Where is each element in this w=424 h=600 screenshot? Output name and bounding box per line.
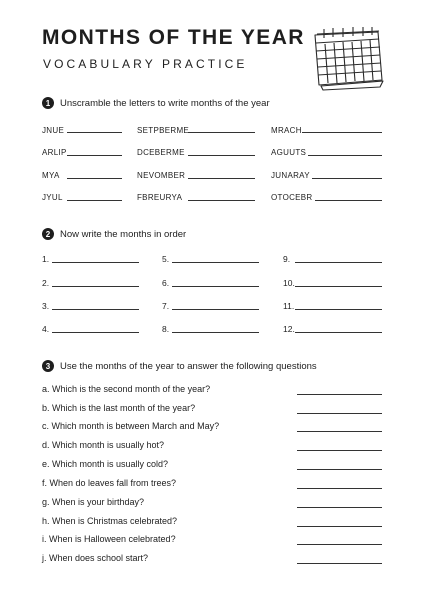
answer-line[interactable] (295, 332, 382, 333)
question: j. When does school start? (42, 553, 149, 563)
answer-line[interactable] (295, 262, 382, 263)
answer-line[interactable] (172, 262, 259, 263)
question: c. Which month is between March and May? (42, 421, 220, 431)
question: b. Which is the last month of the year? (42, 403, 196, 413)
order-number: 5. (162, 254, 170, 264)
answer-line[interactable] (188, 155, 255, 156)
section-1-instruction: Unscramble the letters to write months of the year (60, 97, 270, 109)
section-2-instruction: Now write the months in order (60, 228, 187, 240)
answer-line[interactable] (52, 262, 139, 263)
scrambled-word: OTOCEBR (271, 193, 313, 202)
scrambled-word: FBREURYA (137, 193, 183, 202)
order-number: 12. (283, 324, 295, 334)
answer-line[interactable] (297, 394, 382, 395)
order-number: 7. (162, 301, 170, 311)
answer-line[interactable] (297, 488, 382, 489)
section-1-heading (42, 97, 270, 109)
order-number: 3. (42, 301, 50, 311)
section-3-heading (42, 360, 317, 372)
order-number: 10. (283, 278, 295, 288)
scrambled-word: ARLIP (42, 148, 67, 157)
answer-line[interactable] (67, 155, 122, 156)
answer-line[interactable] (297, 526, 382, 527)
question: d. Which month is usually hot? (42, 440, 165, 450)
calendar-icon (306, 26, 386, 92)
question: f. When do leaves fall from trees? (42, 478, 177, 488)
section-2-heading (42, 228, 186, 240)
scrambled-word: MRACH (271, 126, 302, 135)
scrambled-word: JYUL (42, 193, 63, 202)
answer-line[interactable] (315, 200, 382, 201)
order-number: 2. (42, 278, 50, 288)
answer-line[interactable] (295, 286, 382, 287)
answer-line[interactable] (172, 309, 259, 310)
answer-line[interactable] (295, 309, 382, 310)
answer-line[interactable] (67, 132, 122, 133)
section-2-number: 2 (42, 228, 54, 240)
scrambled-word: SETPBERME (137, 126, 190, 135)
question: e. Which month is usually cold? (42, 459, 169, 469)
answer-line[interactable] (67, 178, 122, 179)
question: h. When is Christmas celebrated? (42, 516, 178, 526)
answer-line[interactable] (297, 450, 382, 451)
answer-line[interactable] (297, 507, 382, 508)
answer-line[interactable] (52, 309, 139, 310)
answer-line[interactable] (172, 286, 259, 287)
section-3-number: 3 (42, 360, 54, 372)
answer-line[interactable] (297, 413, 382, 414)
scrambled-word: MYA (42, 171, 60, 180)
order-number: 6. (162, 278, 170, 288)
scrambled-word: JNUE (42, 126, 65, 135)
answer-line[interactable] (188, 132, 255, 133)
order-number: 1. (42, 254, 50, 264)
answer-line[interactable] (308, 155, 382, 156)
answer-line[interactable] (302, 132, 382, 133)
scrambled-word: AGUUTS (271, 148, 307, 157)
answer-line[interactable] (52, 286, 139, 287)
section-1-number: 1 (42, 97, 54, 109)
scrambled-word: DCEBERME (137, 148, 185, 157)
answer-line[interactable] (297, 563, 382, 564)
scrambled-word: JUNARAY (271, 171, 310, 180)
answer-line[interactable] (52, 332, 139, 333)
answer-line[interactable] (312, 178, 382, 179)
answer-line[interactable] (297, 544, 382, 545)
section-3-instruction: Use the months of the year to answer the following questions (60, 360, 317, 372)
scrambled-word: NEVOMBER (137, 171, 186, 180)
answer-line[interactable] (172, 332, 259, 333)
answer-line[interactable] (188, 200, 255, 201)
question: a. Which is the second month of the year? (42, 384, 211, 394)
order-number: 9. (283, 254, 291, 264)
order-number: 11. (283, 301, 295, 311)
page-title: MONTHS OF THE YEAR (42, 26, 305, 49)
answer-line[interactable] (67, 200, 122, 201)
question: g. When is your birthday? (42, 497, 145, 507)
page-subtitle: VOCABULARY PRACTICE (43, 57, 248, 71)
order-number: 8. (162, 324, 170, 334)
question: i. When is Halloween celebrated? (42, 534, 176, 544)
answer-line[interactable] (297, 431, 382, 432)
answer-line[interactable] (188, 178, 255, 179)
order-number: 4. (42, 324, 50, 334)
answer-line[interactable] (297, 469, 382, 470)
